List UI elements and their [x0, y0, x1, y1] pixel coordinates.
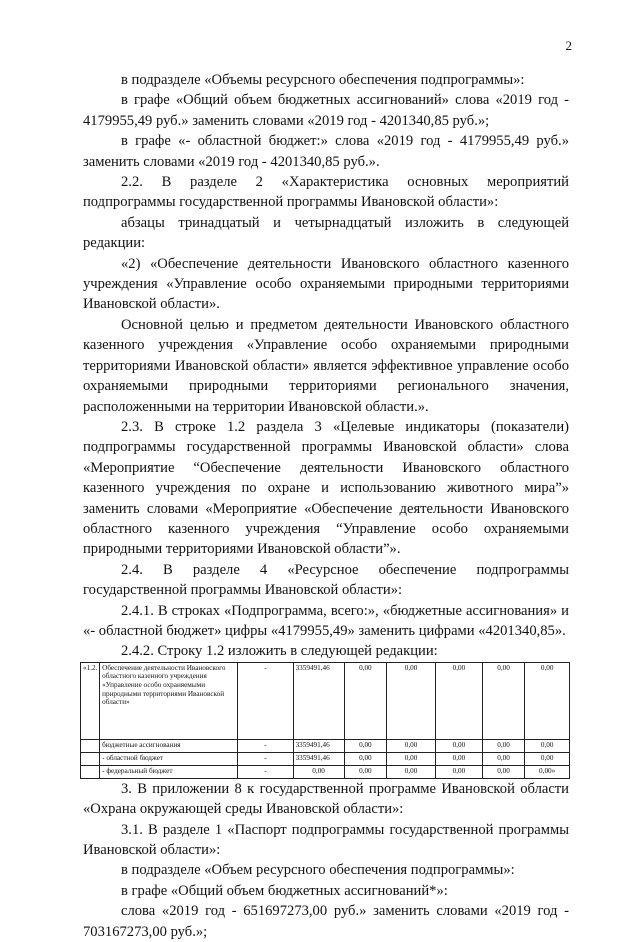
table-cell: 0,00	[436, 662, 483, 739]
table-cell: Обеспечение деятельности Ивановского областного казенного учреждения «Управление особо охраняемыми природными территориями Ивановской области»	[100, 662, 238, 739]
table-cell	[81, 739, 100, 752]
table-cell	[81, 765, 100, 778]
table-cell: 3359491,46	[293, 752, 344, 765]
paragraph: в графе «Общий объем бюджетных ассигнований» слова «2019 год - 4179955,49 руб.» заменить словами «2019 год - 4201340,85 руб.»;	[83, 92, 569, 129]
paragraph: в подразделе «Объем ресурсного обеспечения подпрограммы»:	[121, 862, 515, 879]
table-cell: 0,00	[482, 765, 525, 778]
table-cell: 0,00	[344, 752, 387, 765]
table-cell: 0,00	[482, 752, 525, 765]
paragraph: 2.4. В разделе 4 «Ресурсное обеспечение подпрограммы государственной программы Ивановской области»:	[83, 561, 569, 599]
table-row	[81, 739, 570, 752]
table-cell: 0,00	[344, 765, 387, 778]
table-cell: 0,00	[525, 739, 570, 752]
table-cell: -	[238, 752, 293, 765]
table-cell: - федеральный бюджет	[100, 765, 238, 778]
table-cell: -	[238, 739, 293, 752]
paragraph: Основной целью и предметом деятельности Ивановского областного казенного учреждения «Управление особо охраняемыми природными территориями Ивановской области» является эффективное управление особо охраняемыми природными территориями регионального значения, расположенными на территории Ивановской области.».	[83, 316, 569, 415]
document-body	[83, 70, 569, 942]
table-cell: 0,00	[436, 739, 483, 752]
table-cell: 0,00	[344, 739, 387, 752]
table-cell: 0,00	[387, 662, 436, 739]
table-cell: -	[238, 765, 293, 778]
paragraph: 3. В приложении 8 к государственной программе Ивановской области «Охрана окружающей среды Ивановской области»:	[83, 780, 569, 818]
table-cell: 0,00	[482, 739, 525, 752]
table-cell: 0,00»	[525, 765, 570, 778]
table-row	[81, 765, 570, 778]
table-row	[81, 662, 570, 739]
table-cell: 0,00	[344, 662, 387, 739]
table-cell: 3359491,46	[293, 662, 344, 739]
table-cell: 3359491,46	[293, 739, 344, 752]
paragraph: в графе «- областной бюджет:» слова «2019 год - 4179955,49 руб.» заменить словами «2019 год - 4201340,85 руб.».	[83, 133, 569, 170]
table-cell: - областной бюджет	[100, 752, 238, 765]
paragraph: 2.4.1. В строках «Подпрограмма, всего:», «бюджетные ассигнования» и «- областной бюджет» цифры «4179955,49» заменить цифрами «4201340,85».	[83, 602, 569, 639]
table-cell: 0,00	[436, 752, 483, 765]
paragraph: «2) «Обеспечение деятельности Ивановского областного казенного учреждения «Управление особо охраняемыми природными территориями Ивановской области».	[83, 255, 569, 313]
page-number: 2	[565, 38, 572, 53]
table-cell	[81, 752, 100, 765]
paragraph: в подразделе «Объемы ресурсного обеспечения подпрограммы»:	[121, 72, 525, 88]
paragraph: в графе «Общий объем бюджетных ассигнований*»:	[121, 882, 448, 899]
table-cell: 0,00	[525, 752, 570, 765]
table-row	[81, 752, 570, 765]
paragraph: абзацы тринадцатый и четырнадцатый изложить в следующей редакции:	[83, 214, 569, 252]
table-cell: 0,00	[293, 765, 344, 778]
table-cell: 0,00	[387, 752, 436, 765]
table-cell: -	[238, 662, 293, 739]
paragraph: 2.3. В строке 1.2 раздела 3 «Целевые индикаторы (показатели) подпрограммы государственной программы Ивановской области» слова «Мероприятие “Обеспечение деятельности Ивановского областного казенного учреждения по охране и использованию животного мира”» заменить словами «Мероприятие «Обеспечение деятельности Ивановского областного казенного учреждения “Управление особо охраняемыми природными территориями Ивановской области”».	[83, 418, 569, 558]
paragraph: 2.4.2. Строку 1.2 изложить в следующей редакции:	[121, 643, 438, 660]
table-cell: «1.2.	[81, 662, 100, 739]
table-cell: бюджетные ассигнования	[100, 739, 238, 752]
table-cell: 0,00	[482, 662, 525, 739]
paragraph: слова «2019 год - 651697273,00 руб.» заменить словами «2019 год - 703167273,00 руб.»;	[83, 903, 569, 940]
funding-table	[80, 662, 570, 779]
table-cell: 0,00	[387, 765, 436, 778]
paragraph: 3.1. В разделе 1 «Паспорт подпрограммы государственной программы Ивановской области»:	[83, 821, 569, 858]
table-cell: 0,00	[387, 739, 436, 752]
paragraph: 2.2. В разделе 2 «Характеристика основных мероприятий подпрограммы государственной программы Ивановской области»:	[83, 174, 569, 211]
table-cell: 0,00	[436, 765, 483, 778]
table-cell: 0,00	[525, 662, 570, 739]
